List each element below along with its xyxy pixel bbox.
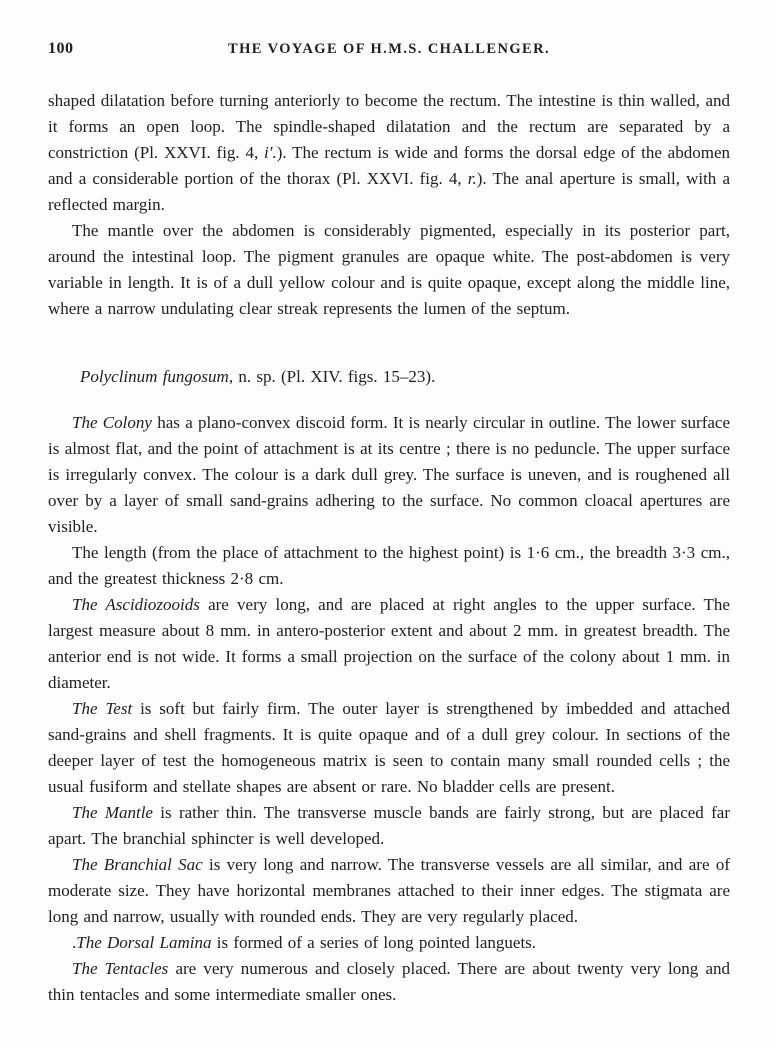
italic-text-run: The Test (72, 699, 133, 718)
page-body (48, 88, 730, 1008)
text-run: is rather thin. The transverse muscle bands are fairly strong, but are placed far apart. The branchial sphincter is well developed. (48, 803, 730, 848)
paragraph (48, 88, 730, 218)
species-heading (48, 364, 730, 390)
text-run: is formed of a series of long pointed languets. (211, 933, 537, 952)
italic-text-run: r. (467, 169, 477, 188)
page-number: 100 (48, 40, 74, 57)
text-run: ). The anal aperture is small, with a reflected margin. (48, 169, 730, 214)
italic-text-run: The Tentacles (72, 959, 169, 978)
text-run: shaped dilatation before turning anteriorly to become the rectum. The intestine is thin walled, and it forms an open loop. The spindle-shaped dilatation and the rectum are separated by a constriction (Pl. XXVI. fig. 4, (48, 91, 730, 162)
text-run: The length (from the place of attachment to the highest point) is 1·6 cm., the breadth 3·3 cm., and the greatest thickness 2·8 cm. (48, 543, 730, 588)
text-run: , n. sp. (Pl. XIV. figs. 15–23). (228, 367, 436, 386)
italic-text-run: The Mantle (72, 803, 153, 822)
paragraph (48, 410, 730, 540)
running-title: THE VOYAGE OF H.M.S. CHALLENGER. (228, 41, 550, 57)
paragraph (48, 696, 730, 800)
italic-text-run: The Ascidiozooids (72, 595, 200, 614)
italic-text-run: The Dorsal Lamina (76, 933, 212, 952)
italic-text-run: Polyclinum fungosum (80, 367, 229, 386)
paragraph (48, 956, 730, 1008)
page-header (48, 40, 730, 64)
paragraph (48, 592, 730, 696)
text-run: ). The rectum is wide and forms the dorsal edge of the abdomen and a considerable portion of the thorax (Pl. XXVI. fig. 4, (48, 143, 730, 188)
text-run: is very long and narrow. The transverse vessels are all similar, and are of moderate size. They have horizontal membranes attached to their inner edges. The stigmata are long and narrow, usually with rounded ends. They are very regularly placed. (48, 855, 730, 926)
text-run: has a plano-convex discoid form. It is nearly circular in outline. The lower surface is almost flat, and the point of attachment is at its centre ; there is no peduncle. The upper surface is irregularly convex. The colour is a dark dull grey. The surface is uneven, and is roughened all over by a layer of small sand-grains adhering to the surface. No common cloacal apertures are visible. (48, 413, 730, 536)
italic-text-run: i′. (264, 143, 277, 162)
paragraph (48, 800, 730, 852)
italic-text-run: The Colony (72, 413, 152, 432)
text-run: is soft but fairly firm. The outer layer is strengthened by imbedded and attached sand-grains and shell fragments. It is quite opaque and of a dull grey colour. In sections of the deeper layer of test the homogeneous matrix is seen to contain many small rounded cells ; the usual fusiform and stellate shapes are absent or rare. No bladder cells are present. (48, 699, 730, 796)
text-run: . (72, 933, 77, 952)
italic-text-run: The Branchial Sac (72, 855, 203, 874)
paragraph (48, 852, 730, 930)
text-run: are very numerous and closely placed. There are about twenty very long and thin tentacles and some intermediate smaller ones. (48, 959, 730, 1004)
text-run: are very long, and are placed at right angles to the upper surface. The largest measure about 8 mm. in antero-posterior extent and about 2 mm. in greatest breadth. The anterior end is not wide. It forms a small projection on the surface of the colony about 1 mm. in diameter. (48, 595, 730, 692)
paragraph (48, 540, 730, 592)
text-run: The mantle over the abdomen is considerably pigmented, especially in its posterior part, around the intestinal loop. The pigment granules are opaque white. The post-abdomen is very variable in length. It is of a dull yellow colour and is quite opaque, except along the middle line, where a narrow undulating clear streak represents the lumen of the septum. (48, 221, 730, 318)
paragraph (48, 218, 730, 322)
paragraph (48, 930, 730, 956)
